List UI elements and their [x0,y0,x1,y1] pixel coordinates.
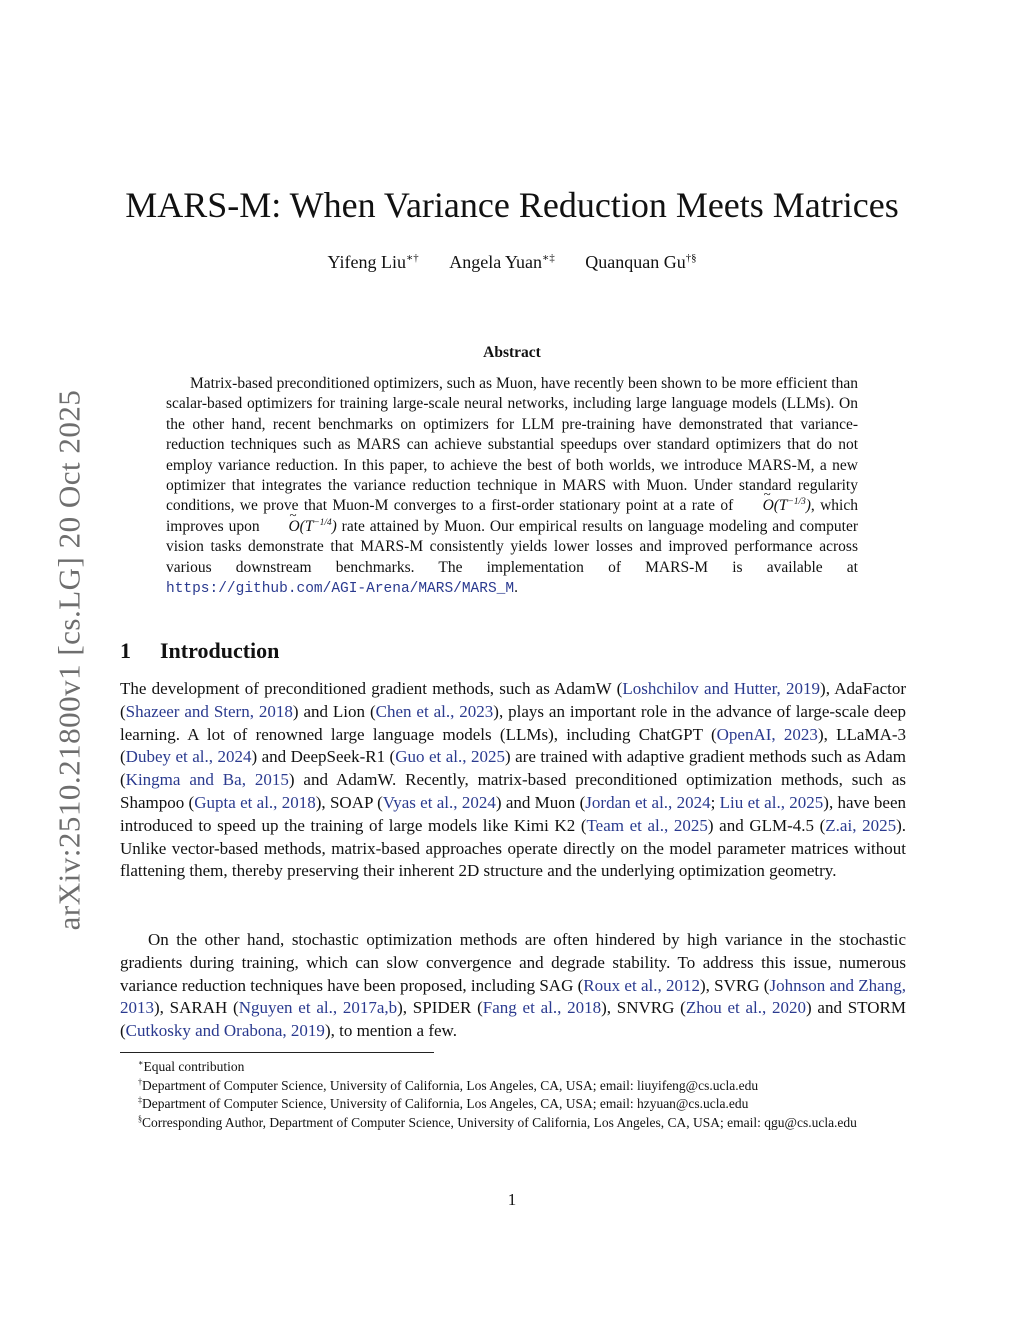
citation-link[interactable]: Kingma and Ba, 2015 [125,770,289,790]
body-text: The development of preconditioned gradient methods, such as AdamW ( [120,679,623,698]
section-title: Introduction [160,638,280,663]
citation-link[interactable]: Zhou et al., 2020 [685,998,807,1018]
citation-link[interactable]: Dubey et al., 2024 [125,747,252,767]
body-text: ), have been introduced to speed up the training of large models like Kimi K2 ( [120,792,907,835]
body-text: ), SVRG ( [700,975,770,995]
body-text: ), SARAH ( [154,998,239,1018]
author: Angela Yuan∗‡ [449,252,555,272]
body-text: ) and DeepSeek-R1 ( [251,747,396,767]
muon-rate-formula: ~ $O(T^{-1/4})$ [264,518,336,535]
body-text: ), SPIDER ( [397,998,483,1018]
citation-link[interactable]: Liu et al., 2025 [719,792,824,812]
body-paragraph [120,678,906,883]
footnotes [120,1058,906,1132]
citation-link[interactable]: Shazeer and Stern, 2018 [125,701,293,721]
author-affiliation-marks: †§ [685,252,697,264]
footnote: †Department of Computer Science, University of California, Los Angeles, CA, USA; email: liuyifeng@cs.ucla.edu [138,1077,759,1093]
citation-link[interactable]: OpenAI, 2023 [716,724,818,744]
body-text: On the other hand, stochastic optimization methods are often hindered by high variance in the stochastic gradients during training, which can slow convergence and degrade stability. To address this issue, numerous variance reduction techniques have been proposed, including SAG ( [120,930,906,995]
citation-link[interactable]: Roux et al., 2012 [583,975,700,995]
author-affiliation-marks: ∗† [405,252,419,264]
implementation-url-link[interactable]: https://github.com/AGI-Arena/MARS/MARS_M [166,581,515,598]
citation-link[interactable]: Fang et al., 2018 [482,998,602,1018]
body-text: ), LLaMA-3 ( [120,724,907,767]
body-text: ) and Muon ( [495,792,586,812]
body-text: ), AdaFactor ( [120,679,907,721]
body-text: ), SNVRG ( [601,998,686,1018]
author: Quanquan Gu†§ [585,252,697,272]
footnote: ‡Department of Computer Science, University of California, Los Angeles, CA, USA; email: hzyuan@cs.ucla.edu [138,1095,749,1112]
body-text: ). Unlike vector-based methods, matrix-based approaches operate directly on the model parameter matrices without flattening them, thereby preserving their inherent 2D structure and the underlying optimization geometry. [120,815,906,881]
arxiv-identifier-text: arXiv:2510.21800v1 [cs.LG] 20 Oct 2025 [51,389,86,931]
author-affiliation-marks: ∗‡ [542,252,555,264]
body-text: ) and STORM ( [120,998,906,1041]
body-text: ; [710,792,720,812]
citation-link[interactable]: Guo et al., 2025 [395,747,505,767]
citation-link[interactable]: Team et al., 2025 [586,815,708,835]
body-paragraph [120,929,906,1043]
section-number: 1 [120,638,131,663]
author: Yifeng Liu∗† [327,252,419,272]
paper-title: MARS-M: When Variance Reduction Meets Matrices [125,185,899,225]
body-text: ), SOAP ( [315,792,383,812]
citation-link[interactable]: Loshchilov and Hutter, 2019 [622,679,821,698]
citation-link[interactable]: Gupta et al., 2018 [194,792,316,812]
section-heading-introduction [120,638,279,664]
arxiv-identifier-stamp [44,370,94,950]
footnote-divider [120,1052,434,1053]
citation-link[interactable]: Vyas et al., 2024 [382,792,496,812]
citation-link[interactable]: Cutkosky and Orabona, 2019 [125,1021,325,1041]
abstract-heading: Abstract [483,344,541,361]
footnote: ∗Equal contribution [138,1058,245,1074]
body-text: ) are trained with adaptive gradient methods such as Adam ( [120,747,906,790]
citation-link[interactable]: Chen et al., 2023 [375,701,494,721]
body-text: ), plays an important role in the advance of large-scale deep learning. A lot of renowned large language models (LLMs), including ChatGPT ( [120,701,907,744]
citation-link[interactable]: Z.ai, 2025 [825,815,897,835]
footnote: §Corresponding Author, Department of Computer Science, University of California, Los Angeles, CA, USA; email: qgu@cs.ucla.edu [138,1114,857,1130]
convergence-rate-formula: ~ $O(T^{-1/3})$ [739,497,811,514]
abstract-body: Matrix-based preconditioned optimizers, such as Muon, have recently been shown to be more efficient than scalar-based optimizers for training large-scale neural networks, including large language models (LLMs). On the other hand, recent benchmarks on optimizers for LLM pre-training have demonstrated that variance-reduction techniques such as MARS can achieve substantial speedups over standard optimizers that do not employ variance reduction. In this paper, to achieve the best of both worlds, we introduce MARS-M, a new optimizer that integrates the variance reduction technique in MARS with Muon. Under standard regularity conditions, we prove that Muon-M converges to a first-order stationary point at a rate of ~ $O(T^{-1/3})$, which improves upon ~ $O(T^{-1/4})$ rate attained by Muon. Our empirical results on language modeling and computer vision tasks demonstrate that MARS-M consistently yields lower losses and improved performance across various downstream benchmarks. The implementation of MARS-M is available at https://github.com/AGI-Arena/MARS/MARS_M. [166,374,858,599]
page-number: 1 [507,1190,517,1209]
body-text: ) and GLM-4.5 ( [707,815,826,835]
author-list [0,252,1024,273]
citation-link[interactable]: Johnson and Zhang, 2013 [120,975,906,1018]
body-text: ), to mention a few. [324,1021,457,1041]
body-text: ) and Lion ( [292,701,376,721]
citation-link[interactable]: Jordan et al., 2024 [585,792,711,812]
citation-link[interactable]: Nguyen et al., 2017a,b [238,998,398,1018]
body-text: ) and AdamW. Recently, matrix-based preconditioned optimization methods, such as Shampoo ( [120,770,906,812]
